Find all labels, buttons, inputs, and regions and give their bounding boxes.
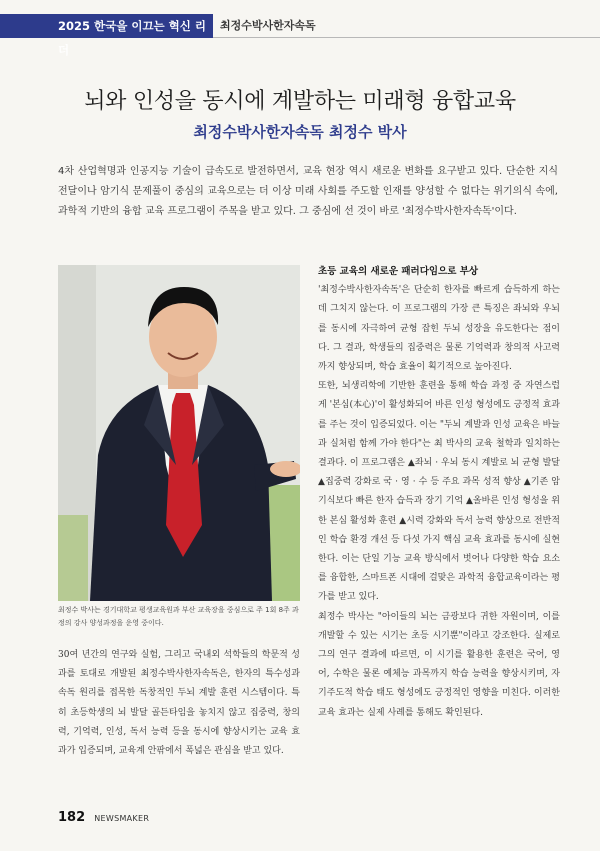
header-badge: 2025 한국을 이끄는 혁신 리더 xyxy=(0,14,213,38)
left-column xyxy=(58,646,300,761)
portrait-illustration xyxy=(58,265,300,601)
page-number: 182 xyxy=(58,810,86,825)
page-footer xyxy=(58,806,149,826)
photo-caption: 최정수 박사는 경기대학교 평생교육원과 부산 교육장을 중심으로 주 1회 8주 과정의 강사 양성과정을 운영 중이다. xyxy=(58,606,299,627)
header-band xyxy=(0,14,600,57)
article-lead: 4차 산업혁명과 인공지능 기술이 급속도로 발전하면서, 교육 현장 역시 새로운 변화를 요구받고 있다. 단순한 지식 전달이나 암기식 문제풀이 중심의 교육으로는 더 이상 미래 사회를 주도할 인재를 양성할 수 없다는 위기의식 속에, 과학적 기반의 융합 교육 프로그램이 주목을 받고 있다. 그 중심에 선 것이 바로 '최정수박사한자속독'이다. xyxy=(58,166,558,217)
right-column xyxy=(318,262,560,723)
right-paragraph-1: '최정수박사한자속독'은 단순히 한자를 빠르게 습득하게 하는 데 그치지 않는다. 이 프로그램의 가장 큰 특징은 좌뇌와 우뇌를 동시에 자극하여 균형 잡힌 두뇌 성장을 유도한다는 점이다. 그 결과, 학생들의 집중력은 물론 기억력과 창의적 사고력까지 향상되며, 학습 효율이 획기적으로 높아진다. xyxy=(318,285,560,373)
portrait-photo xyxy=(58,265,300,601)
header-category: 최정수박사한자속독 xyxy=(220,19,316,32)
magazine-name: NEWSMAKER xyxy=(94,814,150,823)
right-paragraph-3: 최정수 박사는 "아이들의 뇌는 금광보다 귀한 자원이며, 이를 개발할 수 있는 시기는 초등 시기뿐"이라고 강조한다. 실제로 그의 연구 결과에 따르면, 이 시기를 활용한 훈련은 국어, 영어, 수학은 물론 예체능 과목까지 학습 능력을 향상시키며, 자기주도적 학습 태도 형성에도 긍정적인 영향을 미친다. 이러한 교육 효과는 실제 사례를 통해도 확인된다. xyxy=(318,611,560,718)
article-title: 뇌와 인성을 동시에 계발하는 미래형 융합교육 xyxy=(84,89,516,114)
header-rule xyxy=(213,37,600,38)
section-heading: 초등 교육의 새로운 패러다임으로 부상 xyxy=(318,266,479,277)
right-paragraph-2: 또한, 뇌생리학에 기반한 훈련을 통해 학습 과정 중 자연스럽게 '본심(本心)'이 활성화되어 바른 인성 형성에도 긍정적 효과를 주는 것이 입증되었다. 이는 "두뇌 계발과 인성 교육은 바늘과 실처럼 함께 가야 한다"는 최 박사의 교육 철학과 일치하는 결과다. 이 프로그램은 ▲좌뇌 · 우뇌 동시 계발로 뇌 균형 발달 ▲집중력 강화로 국 · 영 · 수 등 주요 과목 성적 향상 ▲기존 암기식보다 빠른 한자 습득과 장기 기억 ▲올바른 인성 형성을 위한 본심 활성화 훈련 ▲시력 강화와 독서 능력 향상으로 전반적인 학습 환경 개선 등 다섯 가지 핵심 교육 효과를 동시에 실현한다. 이는 단일 기능 교육 방식에서 벗어나 다양한 학습 요소를 융합한, 스마트폰 시대에 걸맞은 과학적 융합교육이라는 평가를 받고 있다. xyxy=(318,381,560,603)
left-paragraph: 30여 년간의 연구와 실험, 그리고 국내외 석학들의 학문적 성과를 토대로 개발된 최정수박사한자속독은, 한자의 특수성과 속독 원리를 접목한 독창적인 두뇌 계발 훈련 시스템이다. 특히 초등학생의 뇌 발달 골든타임을 놓치지 않고 집중력, 창의력, 기억력, 인성, 독서 능력 등을 동시에 향상시키는 교육 효과가 입증되며, 교육계 안팎에서 폭넓은 관심을 받고 있다. xyxy=(58,650,300,757)
article-subtitle: 최정수박사한자속독 최정수 박사 xyxy=(193,123,407,141)
